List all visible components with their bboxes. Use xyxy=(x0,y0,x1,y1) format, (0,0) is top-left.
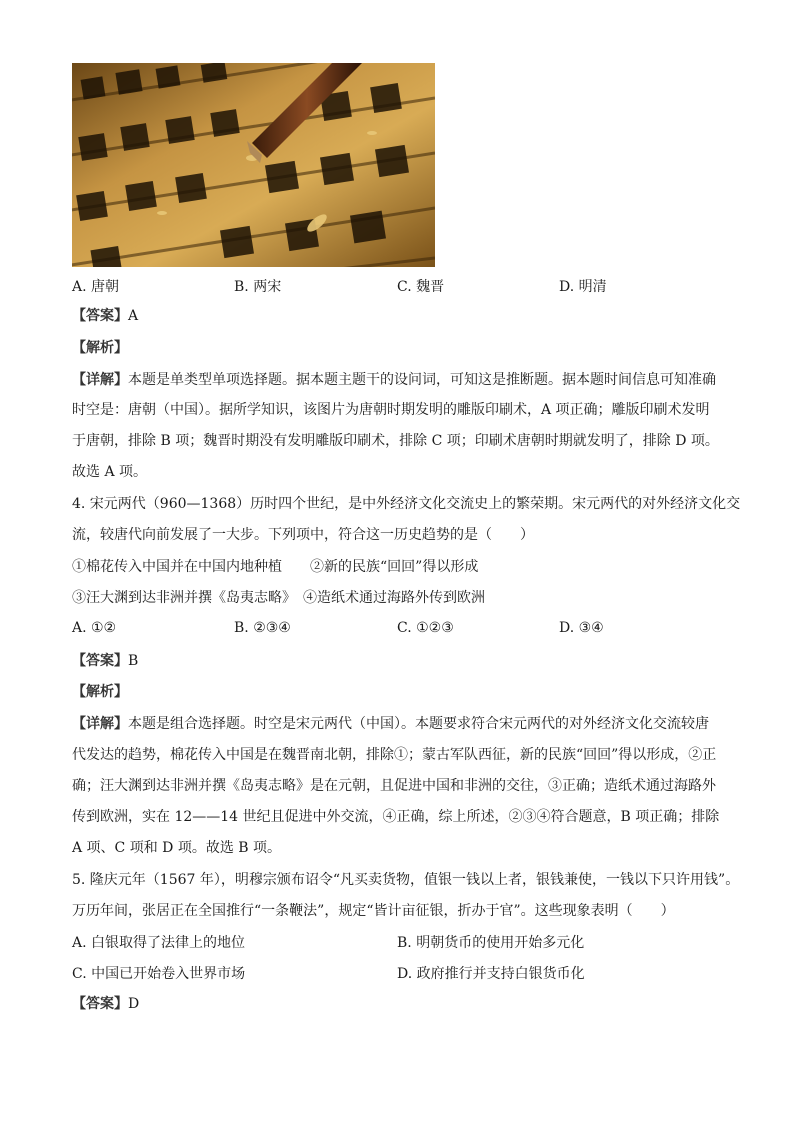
q3-detail-line-4: 故选 A 项。 xyxy=(72,464,148,480)
q3-detail-line-3: 于唐朝，排除 B 项；魏晋时期没有发明雕版印刷术，排除 C 项；印刷术唐朝时期就发明了，排除 D 项。 xyxy=(72,433,719,449)
analysis-tag: 【解析】 xyxy=(72,684,128,700)
q5-option-b: B. 明朝货币的使用开始多元化 xyxy=(397,935,585,951)
analysis-tag: 【解析】 xyxy=(72,340,128,356)
woodblock-printing-photo xyxy=(72,63,435,267)
q4-detail-line-3: 确；汪大渊到达非洲并撰《岛夷志略》是在元朝，且促进中国和非洲的交往，③正确；造纸术通过海路外 xyxy=(72,778,716,794)
q3-detail-line-2: 时空是：唐朝（中国）。据所学知识，该图片为唐朝时期发明的雕版印刷术，A 项正确；雕版印刷术发明 xyxy=(72,402,710,418)
q4-detail-line-2: 代发达的趋势，棉花传入中国是在魏晋南北朝，排除①；蒙古军队西征，新的民族“回回”得以形成，②正 xyxy=(72,747,717,763)
q3-answer: A xyxy=(128,308,139,324)
q4-detail-text-1: 本题是组合选择题。时空是宋元两代（中国）。本题要求符合宋元两代的对外经济文化交流较唐 xyxy=(128,716,709,732)
q4-item-line-1: ①棉花传入中国并在中国内地种植 ②新的民族“回回”得以形成 xyxy=(72,559,479,575)
q5-option-d: D. 政府推行并支持白银货币化 xyxy=(397,966,585,982)
q4-stem-line-1: 4. 宋元两代（960—1368）历时四个世纪，是中外经济文化交流史上的繁荣期。宋元两代的对外经济文化交 xyxy=(72,496,741,512)
q3-option-a: A. 唐朝 xyxy=(72,279,120,295)
q3-option-b: B. 两宋 xyxy=(234,279,282,295)
answer-tag: 【答案】 xyxy=(72,653,128,669)
answer-tag: 【答案】 xyxy=(72,996,128,1012)
answer-tag: 【答案】 xyxy=(72,308,128,324)
q4-analysis-tag xyxy=(72,682,128,702)
q4-answer-line xyxy=(72,651,138,671)
q5-answer-line xyxy=(72,994,139,1014)
q3-detail-line-1 xyxy=(72,370,716,390)
q3-option-c: C. 魏晋 xyxy=(397,279,445,295)
q4-detail-line-4: 传到欧洲，实在 12——14 世纪且促进中外交流，④正确，综上所述，②③④符合题意，B 项正确；排除 xyxy=(72,809,720,825)
detail-tag: 【详解】 xyxy=(72,716,128,732)
q5-answer: D xyxy=(128,996,140,1012)
q4-item-line-2: ③汪大渊到达非洲并撰《岛夷志略》 ④造纸术通过海路外传到欧洲 xyxy=(72,590,485,606)
q5-stem-line-1: 5. 隆庆元年（1567 年），明穆宗颁布诏令“凡买卖货物，值银一钱以上者，银钱兼使，一钱以下只许用钱”。 xyxy=(72,872,740,888)
q4-answer: B xyxy=(128,653,139,669)
q5-stem-line-2: 万历年间，张居正在全国推行“一条鞭法”，规定“皆计亩征银，折办于官”。这些现象表明（ ） xyxy=(72,903,675,919)
q4-stem-line-2: 流，较唐代向前发展了一大步。下列项中，符合这一历史趋势的是（ ） xyxy=(72,527,534,543)
q4-option-c: C. ①②③ xyxy=(397,620,454,636)
q4-detail-line-1 xyxy=(72,714,709,734)
q4-option-b: B. ②③④ xyxy=(234,620,291,636)
woodblock-illustration xyxy=(72,63,435,267)
q3-analysis-tag xyxy=(72,338,128,358)
q4-detail-line-5: A 项、C 项和 D 项。故选 B 项。 xyxy=(72,840,282,856)
q5-option-a: A. 白银取得了法律上的地位 xyxy=(72,935,246,951)
q3-detail-text-1: 本题是单类型单项选择题。据本题主题干的设问词，可知这是推断题。据本题时间信息可知准确 xyxy=(128,372,716,388)
q4-option-d: D. ③④ xyxy=(559,620,604,636)
detail-tag: 【详解】 xyxy=(72,372,128,388)
q4-option-a: A. ①② xyxy=(72,620,117,636)
q3-option-d: D. 明清 xyxy=(559,279,607,295)
q5-option-c: C. 中国已开始卷入世界市场 xyxy=(72,966,246,982)
q3-answer-line xyxy=(72,306,138,326)
